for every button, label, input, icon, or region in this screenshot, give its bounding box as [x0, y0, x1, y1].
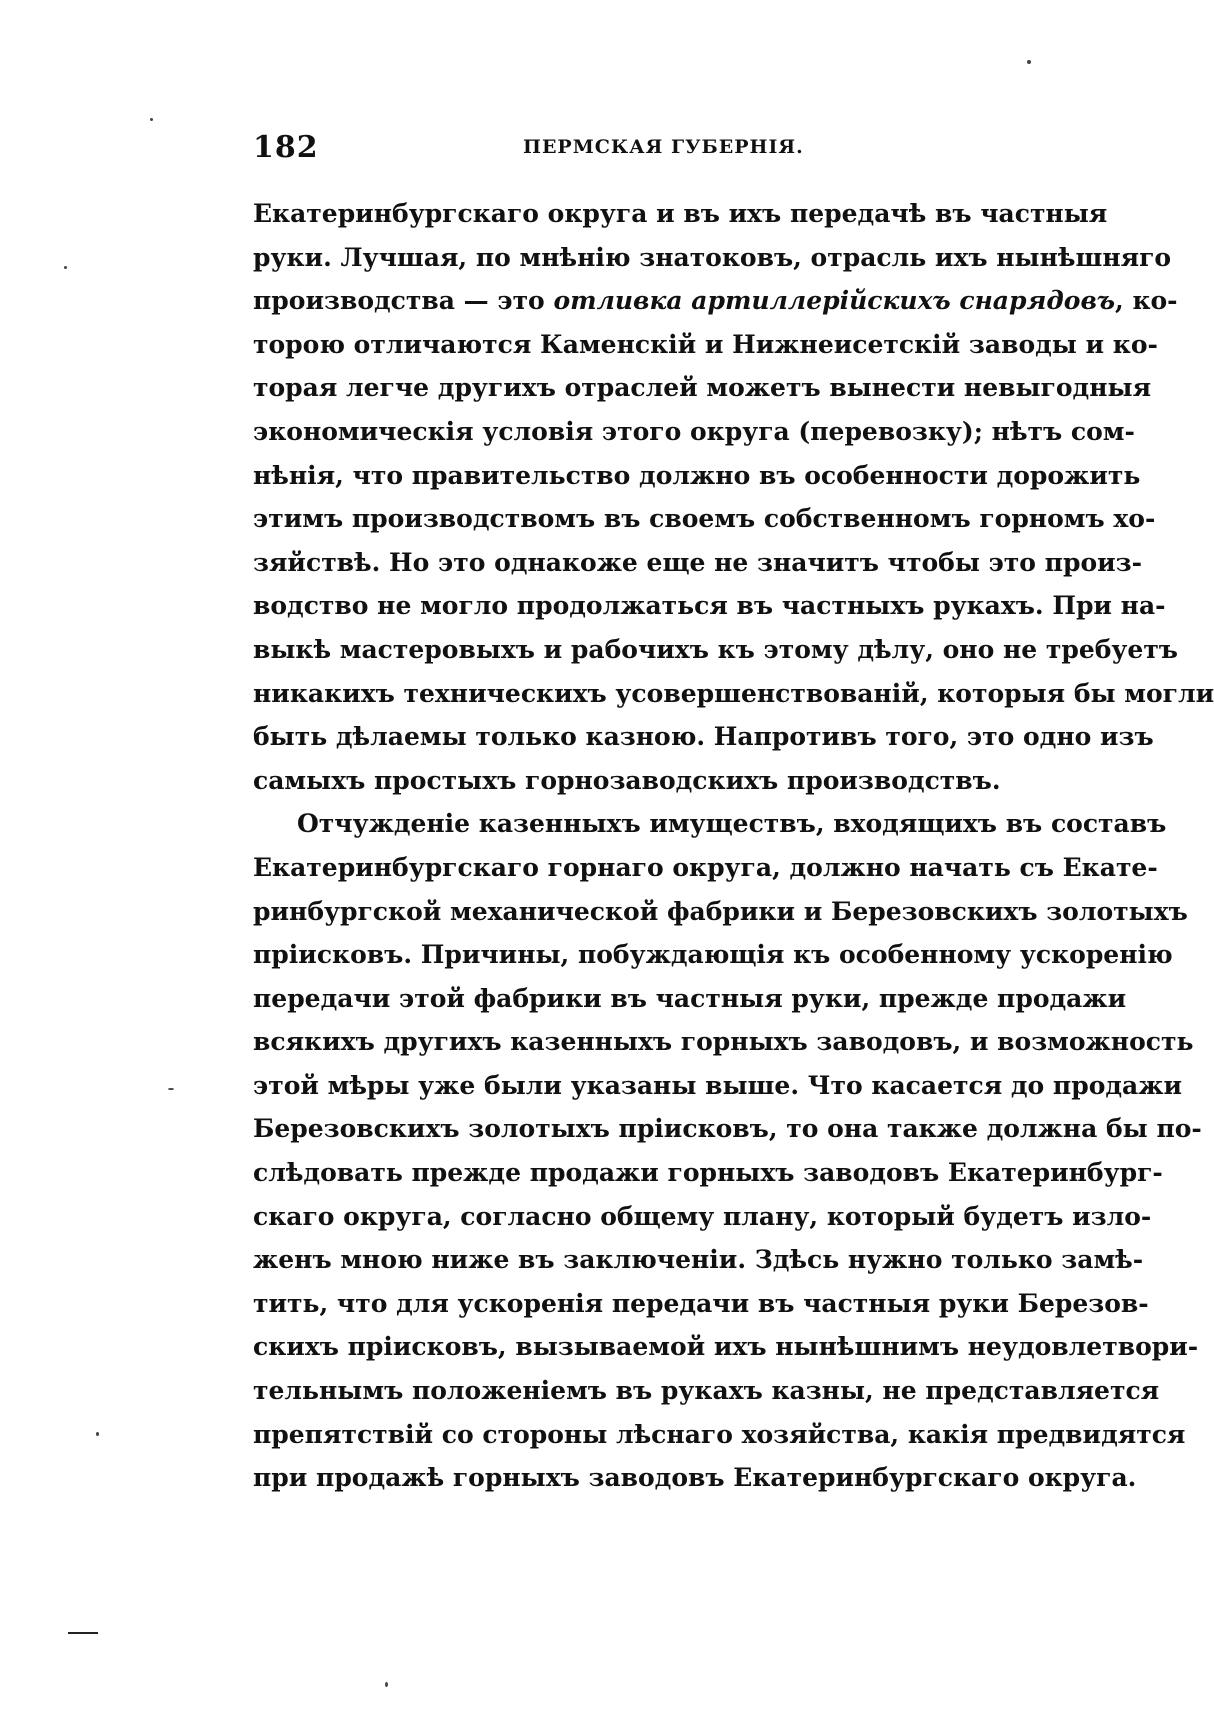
text-line: быть дѣлаемы только казною. Напротивъ того, это одно изъ	[253, 722, 1154, 752]
text-line: тить, что для ускоренія передачи въ частныя руки Березов-	[253, 1288, 1149, 1318]
text-line: женъ мною ниже въ заключеніи. Здѣсь нужно только замѣ-	[253, 1245, 1144, 1275]
paragraph-2	[253, 802, 1202, 1500]
paragraph-1	[253, 192, 1214, 802]
text-line: этой мѣры уже были указаны выше. Что касается до продажи	[253, 1070, 1183, 1100]
scan-speck	[168, 1088, 174, 1090]
text-line: ринбургской механической фабрики и Березовскихъ золотыхъ	[253, 896, 1188, 926]
scan-speck	[385, 1682, 388, 1687]
text-line: торою отличаются Каменскій и Нижнеисетскій заводы и ко-	[253, 329, 1158, 359]
scan-speck	[150, 118, 153, 121]
text-line: зяйствѣ. Но это однакоже еще не значитъ чтобы это произ-	[253, 547, 1143, 577]
text-line: препятствій со стороны лѣснаго хозяйства, какія предвидятся	[253, 1419, 1186, 1449]
text-line: этимъ производствомъ въ своемъ собственномъ горномъ хо-	[253, 504, 1156, 534]
text-line: Отчужденіе казенныхъ имуществъ, входящихъ въ составъ	[297, 809, 1167, 839]
running-title: ПЕРМСКАЯ ГУБЕРНІЯ.	[523, 136, 804, 158]
page-number: 182	[253, 130, 319, 165]
text-line: выкѣ мастеровыхъ и рабочихъ къ этому дѣлу, оно не требуетъ	[253, 634, 1178, 664]
text-line: торая легче другихъ отраслей можетъ вынести невыгодныя	[253, 373, 1152, 403]
page-header	[253, 130, 1043, 170]
margin-mark	[68, 1632, 98, 1634]
text-line: пріисковъ. Причины, побуждающія къ особенному ускоренію	[253, 940, 1173, 970]
text-line: тельнымъ положеніемъ въ рукахъ казны, не представляется	[253, 1376, 1160, 1406]
scan-speck	[64, 266, 67, 269]
text-line: Екатеринбургскаго горнаго округа, должно начать съ Екате-	[253, 852, 1158, 882]
text-line: Березовскихъ золотыхъ пріисковъ, то она также должна бы по-	[253, 1114, 1202, 1144]
scan-speck	[96, 1432, 99, 1436]
text-line: скаго округа, согласно общему плану, который будетъ изло-	[253, 1201, 1152, 1231]
scan-speck	[1027, 60, 1031, 64]
text-line: всякихъ другихъ казенныхъ горныхъ заводовъ, и возможность	[253, 1027, 1194, 1057]
italic-phrase: отливка артиллерійскихъ снарядовъ	[553, 286, 1116, 316]
text-line: слѣдовать прежде продажи горныхъ заводовъ Екатеринбург-	[253, 1158, 1163, 1188]
text-line: нѣнія, что правительство должно въ особенности дорожить	[253, 460, 1141, 490]
text-line: водство не могло продолжаться въ частныхъ рукахъ. При на-	[253, 591, 1166, 621]
text-line: самыхъ простыхъ горнозаводскихъ производствъ.	[253, 765, 1001, 795]
text-line: скихъ пріисковъ, вызываемой ихъ нынѣшнимъ неудовлетвори-	[253, 1332, 1199, 1362]
text-line: никакихъ техническихъ усовершенствованій, которыя бы могли	[253, 678, 1214, 708]
text-line: Екатеринбургскаго округа и въ ихъ передачѣ въ частныя	[253, 199, 1108, 228]
text-line: экономическія условія этого округа (перевозку); нѣтъ сом-	[253, 416, 1135, 446]
text-line: производства — это отливка артиллерійскихъ снарядовъ, ко-	[253, 286, 1178, 316]
text-line: при продажѣ горныхъ заводовъ Екатеринбургскаго округа.	[253, 1463, 1137, 1493]
body-text	[253, 192, 1214, 1500]
text-line: передачи этой фабрики въ частныя руки, прежде продажи	[253, 983, 1127, 1013]
text-line: руки. Лучшая, по мнѣнію знатоковъ, отрасль ихъ нынѣшняго	[253, 242, 1172, 272]
